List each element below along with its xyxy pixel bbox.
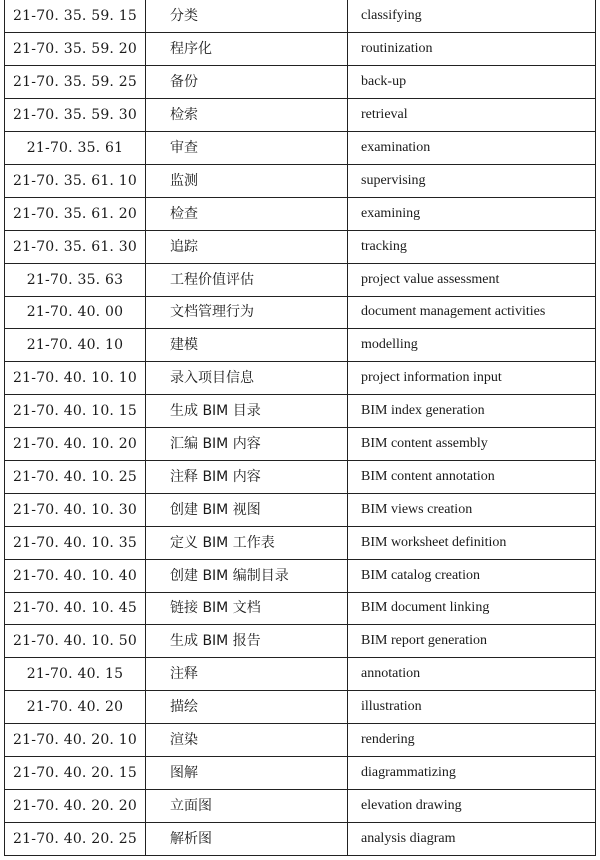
- table-row: [5, 329, 596, 362]
- table-row: [5, 724, 596, 757]
- chinese-term-cell: 追踪: [146, 230, 348, 263]
- english-term-cell: analysis diagram: [348, 822, 596, 855]
- table-row: [5, 592, 596, 625]
- table-row: [5, 0, 596, 33]
- english-term-cell: BIM index generation: [348, 395, 596, 428]
- table-row: [5, 625, 596, 658]
- code-cell: 21-70. 35. 59. 20: [5, 33, 146, 66]
- english-term-cell: elevation drawing: [348, 789, 596, 822]
- chinese-term-cell: 描绘: [146, 691, 348, 724]
- table-row: [5, 197, 596, 230]
- code-cell: 21-70. 35. 59. 15: [5, 0, 146, 33]
- code-cell: 21-70. 40. 10. 45: [5, 592, 146, 625]
- table-row: [5, 99, 596, 132]
- chinese-term-cell: 检索: [146, 99, 348, 132]
- chinese-term-cell: 定义 BIM 工作表: [146, 526, 348, 559]
- code-cell: 21-70. 40. 10. 30: [5, 493, 146, 526]
- chinese-term-cell: 监测: [146, 164, 348, 197]
- english-term-cell: routinization: [348, 33, 596, 66]
- code-cell: 21-70. 40. 15: [5, 658, 146, 691]
- english-term-cell: back-up: [348, 66, 596, 99]
- english-term-cell: diagrammatizing: [348, 756, 596, 789]
- chinese-term-cell: 链接 BIM 文档: [146, 592, 348, 625]
- english-term-cell: supervising: [348, 164, 596, 197]
- chinese-term-cell: 检查: [146, 197, 348, 230]
- table-row: [5, 132, 596, 165]
- chinese-term-cell: 录入项目信息: [146, 362, 348, 395]
- table-row: [5, 526, 596, 559]
- table-row: [5, 691, 596, 724]
- chinese-term-cell: 分类: [146, 0, 348, 33]
- chinese-term-cell: 程序化: [146, 33, 348, 66]
- code-cell: 21-70. 40. 20. 10: [5, 724, 146, 757]
- english-term-cell: tracking: [348, 230, 596, 263]
- chinese-term-cell: 工程价值评估: [146, 263, 348, 296]
- english-term-cell: rendering: [348, 724, 596, 757]
- classification-table: [4, 0, 596, 856]
- english-term-cell: annotation: [348, 658, 596, 691]
- code-cell: 21-70. 35. 63: [5, 263, 146, 296]
- chinese-term-cell: 备份: [146, 66, 348, 99]
- english-term-cell: BIM content assembly: [348, 428, 596, 461]
- table-row: [5, 559, 596, 592]
- english-term-cell: retrieval: [348, 99, 596, 132]
- code-cell: 21-70. 40. 20. 15: [5, 756, 146, 789]
- english-term-cell: document management activities: [348, 296, 596, 329]
- code-cell: 21-70. 40. 10. 25: [5, 460, 146, 493]
- english-term-cell: examining: [348, 197, 596, 230]
- code-cell: 21-70. 40. 00: [5, 296, 146, 329]
- code-cell: 21-70. 35. 59. 25: [5, 66, 146, 99]
- code-cell: 21-70. 40. 10. 35: [5, 526, 146, 559]
- code-cell: 21-70. 40. 10: [5, 329, 146, 362]
- chinese-term-cell: 创建 BIM 编制目录: [146, 559, 348, 592]
- chinese-term-cell: 解析图: [146, 822, 348, 855]
- table-row: [5, 230, 596, 263]
- code-cell: 21-70. 40. 10. 50: [5, 625, 146, 658]
- chinese-term-cell: 建模: [146, 329, 348, 362]
- table-row: [5, 362, 596, 395]
- table-row: [5, 296, 596, 329]
- code-cell: 21-70. 40. 20. 25: [5, 822, 146, 855]
- chinese-term-cell: 注释 BIM 内容: [146, 460, 348, 493]
- english-term-cell: BIM worksheet definition: [348, 526, 596, 559]
- table-row: [5, 164, 596, 197]
- table-row: [5, 789, 596, 822]
- chinese-term-cell: 生成 BIM 报告: [146, 625, 348, 658]
- table-row: [5, 66, 596, 99]
- code-cell: 21-70. 40. 20: [5, 691, 146, 724]
- table-row: [5, 460, 596, 493]
- english-term-cell: BIM document linking: [348, 592, 596, 625]
- english-term-cell: project value assessment: [348, 263, 596, 296]
- table-row: [5, 33, 596, 66]
- table-row: [5, 822, 596, 855]
- table-body: [5, 0, 596, 855]
- code-cell: 21-70. 35. 59. 30: [5, 99, 146, 132]
- english-term-cell: classifying: [348, 0, 596, 33]
- table-row: [5, 493, 596, 526]
- english-term-cell: BIM catalog creation: [348, 559, 596, 592]
- code-cell: 21-70. 40. 10. 40: [5, 559, 146, 592]
- chinese-term-cell: 汇编 BIM 内容: [146, 428, 348, 461]
- english-term-cell: BIM views creation: [348, 493, 596, 526]
- table-row: [5, 395, 596, 428]
- chinese-term-cell: 生成 BIM 目录: [146, 395, 348, 428]
- code-cell: 21-70. 35. 61. 20: [5, 197, 146, 230]
- chinese-term-cell: 立面图: [146, 789, 348, 822]
- english-term-cell: modelling: [348, 329, 596, 362]
- english-term-cell: BIM content annotation: [348, 460, 596, 493]
- code-cell: 21-70. 40. 10. 15: [5, 395, 146, 428]
- code-cell: 21-70. 40. 10. 20: [5, 428, 146, 461]
- chinese-term-cell: 审查: [146, 132, 348, 165]
- chinese-term-cell: 文档管理行为: [146, 296, 348, 329]
- english-term-cell: BIM report generation: [348, 625, 596, 658]
- code-cell: 21-70. 40. 10. 10: [5, 362, 146, 395]
- table-row: [5, 263, 596, 296]
- chinese-term-cell: 图解: [146, 756, 348, 789]
- english-term-cell: examination: [348, 132, 596, 165]
- code-cell: 21-70. 35. 61. 10: [5, 164, 146, 197]
- chinese-term-cell: 注释: [146, 658, 348, 691]
- chinese-term-cell: 创建 BIM 视图: [146, 493, 348, 526]
- english-term-cell: project information input: [348, 362, 596, 395]
- code-cell: 21-70. 35. 61: [5, 132, 146, 165]
- code-cell: 21-70. 40. 20. 20: [5, 789, 146, 822]
- english-term-cell: illustration: [348, 691, 596, 724]
- table-row: [5, 658, 596, 691]
- table-row: [5, 756, 596, 789]
- chinese-term-cell: 渲染: [146, 724, 348, 757]
- code-cell: 21-70. 35. 61. 30: [5, 230, 146, 263]
- table-row: [5, 428, 596, 461]
